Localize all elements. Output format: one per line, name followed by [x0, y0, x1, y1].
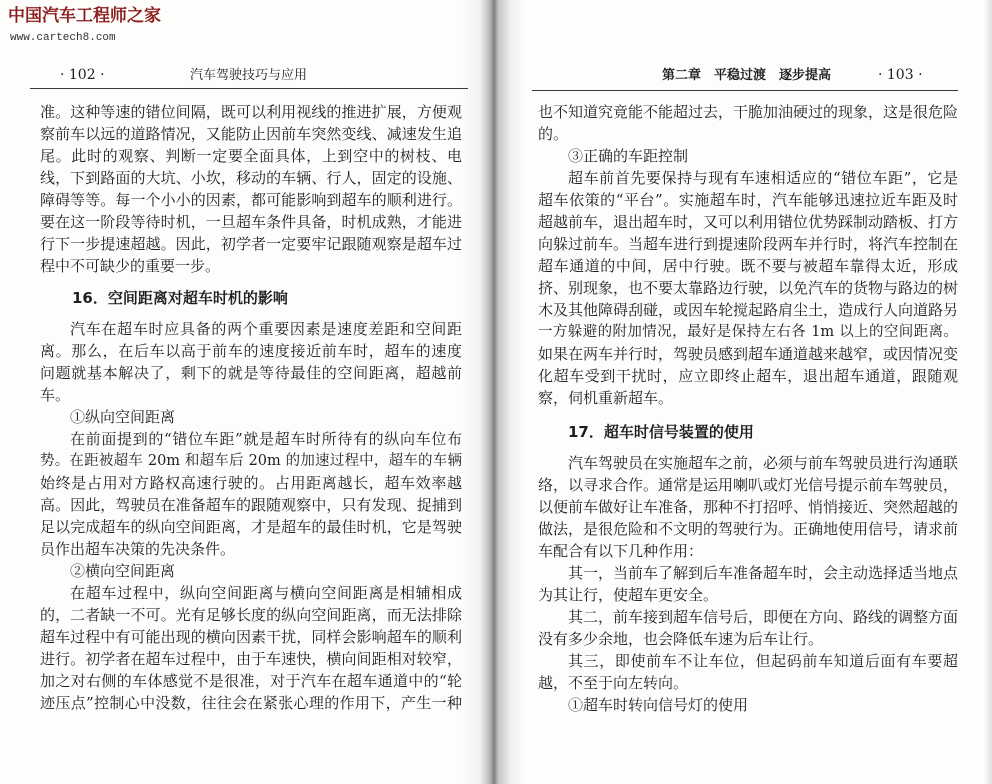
- text-line: 超越前车，退出超车时，又可以利用错位优势踩制动踏板、打方: [538, 213, 958, 231]
- text-line: 在超车过程中，纵向空间距离与横向空间距离是相辅相成: [70, 584, 462, 602]
- text-line: 进行。初学者在超车过程中，由于车速快，横向间距相对较窄，: [40, 650, 462, 668]
- left-running-title: 汽车驾驶技巧与应用: [190, 68, 308, 83]
- watermark-url: www.cartech8.com: [10, 32, 116, 44]
- text-line: 准。这种等速的错位间隔，既可以利用视线的推进扩展，方便观: [40, 103, 462, 121]
- text-line: 迹压点”控制心中没数，往往会在紧张心理的作用下，产生一种: [40, 694, 462, 712]
- scan-edge: [984, 0, 992, 784]
- text-line: 车配合有以下几种作用：: [538, 542, 704, 560]
- text-line: 其二，前车接到超车信号后，即便在方向、路线的调整方面: [568, 608, 958, 626]
- text-line: 高。因此，驾驶员在准备超车的跟随观察中，只有发现、捉捕到: [40, 496, 462, 514]
- right-chapter-title: 第二章 平稳过渡 逐步提高: [662, 68, 832, 83]
- text-line: 没有多少余地，也会降低车速为后车让行。: [538, 630, 824, 648]
- text-line: 的。: [538, 125, 569, 143]
- text-line: 足以完成超车的纵向空间距离，才是超车的最佳时机，它是驾驶: [40, 518, 462, 536]
- text-line: 一方躲避的附加情况，最好是保持左右各 1m 以上的空间距离。: [538, 324, 958, 340]
- text-line: 汽车在超车时应具备的两个重要因素是速度差距和空间距: [70, 320, 462, 338]
- text-line: 要在这一阶段等待时机，一旦超车条件具备，时机成熟，才能进: [40, 213, 462, 231]
- text-line: 尾。此时的观察、判断一定要全面具体，上到空中的树枝、电: [40, 147, 462, 165]
- right-page-body: [538, 101, 958, 716]
- text-line: 行下一步提速超越。因此，初学者一定要牢记跟随观察是超车过: [40, 235, 462, 253]
- section-heading: 16．空间距离对超车时机的影响: [72, 289, 288, 307]
- book-gutter-shadow: [462, 0, 526, 784]
- text-line: 以便前车做好让车准备，那种不打招呼、悄悄接近、突然超越的: [538, 498, 958, 516]
- text-line: 员作出超车决策的先决条件。: [40, 540, 236, 558]
- text-line: 络，以寻求合作。通常是运用喇叭或灯光信号提示前车驾驶员，: [538, 476, 958, 494]
- right-header-rule: [532, 90, 958, 91]
- text-line: 在前面提到的“错位车距”就是超车时所待有的纵向车位布: [70, 430, 462, 448]
- text-line: 超车通道的中间，居中行驶。既不要与被超车靠得太近，形成: [538, 257, 958, 275]
- text-line: 也不知道究竟能不能超过去，干脆加油硬过的现象，这是很危险: [538, 103, 958, 121]
- subsection-heading: ②横向空间距离: [70, 562, 176, 580]
- section-heading: 17．超车时信号装置的使用: [568, 423, 754, 441]
- text-line: 向躲过前车。当超车进行到提速阶段两车并行时，将汽车控制在: [538, 235, 958, 253]
- text-line: 为其让行，使超车更安全。: [538, 586, 719, 604]
- text-line: 察前车以远的道路情况，又能防止因前车突然变线、减速发生追: [40, 125, 462, 143]
- subsection-heading: ①纵向空间距离: [70, 408, 176, 426]
- text-line: 离。那么，在后车以高于前车的速度接近前车时，超车的速度: [40, 342, 462, 360]
- text-line: 车。: [40, 386, 71, 404]
- text-line: 超车前首先要保持与现有车速相适应的“错位车距”，它是: [568, 169, 958, 187]
- watermark-title: 中国汽车工程师之家: [8, 6, 161, 26]
- text-line: 障碍等等。每一个小小的因素，都可能影响到超车的顺利进行。: [40, 191, 462, 209]
- text-line: 势。在距被超车 20m 和超车后 20m 的加速过程中，超车的车辆: [40, 453, 462, 469]
- text-line: 做法，是很危险和不文明的驾驶行为。正确地使用信号，请求前: [538, 520, 958, 538]
- text-line: 超车过程中有可能出现的横向因素干扰，同样会影响超车的顺利: [40, 628, 462, 646]
- subsection-heading: ①超车时转向信号灯的使用: [568, 696, 749, 714]
- text-line: 程中不可缺少的重要一步。: [40, 257, 221, 275]
- text-line: 其三，即使前车不让车位，但起码前车知道后面有车要超: [568, 652, 958, 670]
- text-line: 越，不至于向左转向。: [538, 674, 689, 692]
- text-line: 的，二者缺一不可。光有足够长度的纵向空间距离，而无法排除: [40, 606, 462, 624]
- text-line: 超车依策的“平台”。实施超车时，汽车能够迅速拉近车距及时: [538, 191, 958, 209]
- text-line: 始终是占用对方路权高速行驶的。占用距离越长，超车效率越: [40, 474, 462, 492]
- text-line: 木及其他障碍刮碰，或因车轮搅起路肩尘土，造成行人向道路另: [538, 301, 958, 319]
- right-page-number: · 103 ·: [878, 67, 923, 83]
- text-line: 察，伺机重新超车。: [538, 389, 674, 407]
- left-page-body: [40, 101, 462, 714]
- text-line: 如果在两车并行时，驾驶员感到超车通道越来越窄，或因情况变: [538, 345, 958, 363]
- text-line: 化超车受到干扰时，应立即终止超车，退出超车通道，跟随观: [538, 367, 958, 385]
- text-line: 挤、别现象，也不要太靠路边行驶，以免汽车的货物与路边的树: [538, 279, 958, 297]
- subsection-heading: ③正确的车距控制: [568, 147, 689, 165]
- left-header-rule: [30, 88, 468, 89]
- left-page-number: · 102 ·: [60, 67, 105, 83]
- text-line: 其一，当前车了解到后车准备超车时，会主动选择适当地点: [568, 564, 958, 582]
- text-line: 汽车驾驶员在实施超车之前，必须与前车驾驶员进行沟通联: [568, 454, 958, 472]
- text-line: 加之对右侧的车体感觉不是很准，对于汽车在超车通道中的“轮: [40, 672, 462, 690]
- text-line: 问题就基本解决了，剩下的就是等待最佳的空间距离，超越前: [40, 364, 462, 382]
- text-line: 线，下到路面的大坑、小坎，移动的车辆、行人，固定的设施、: [40, 169, 462, 187]
